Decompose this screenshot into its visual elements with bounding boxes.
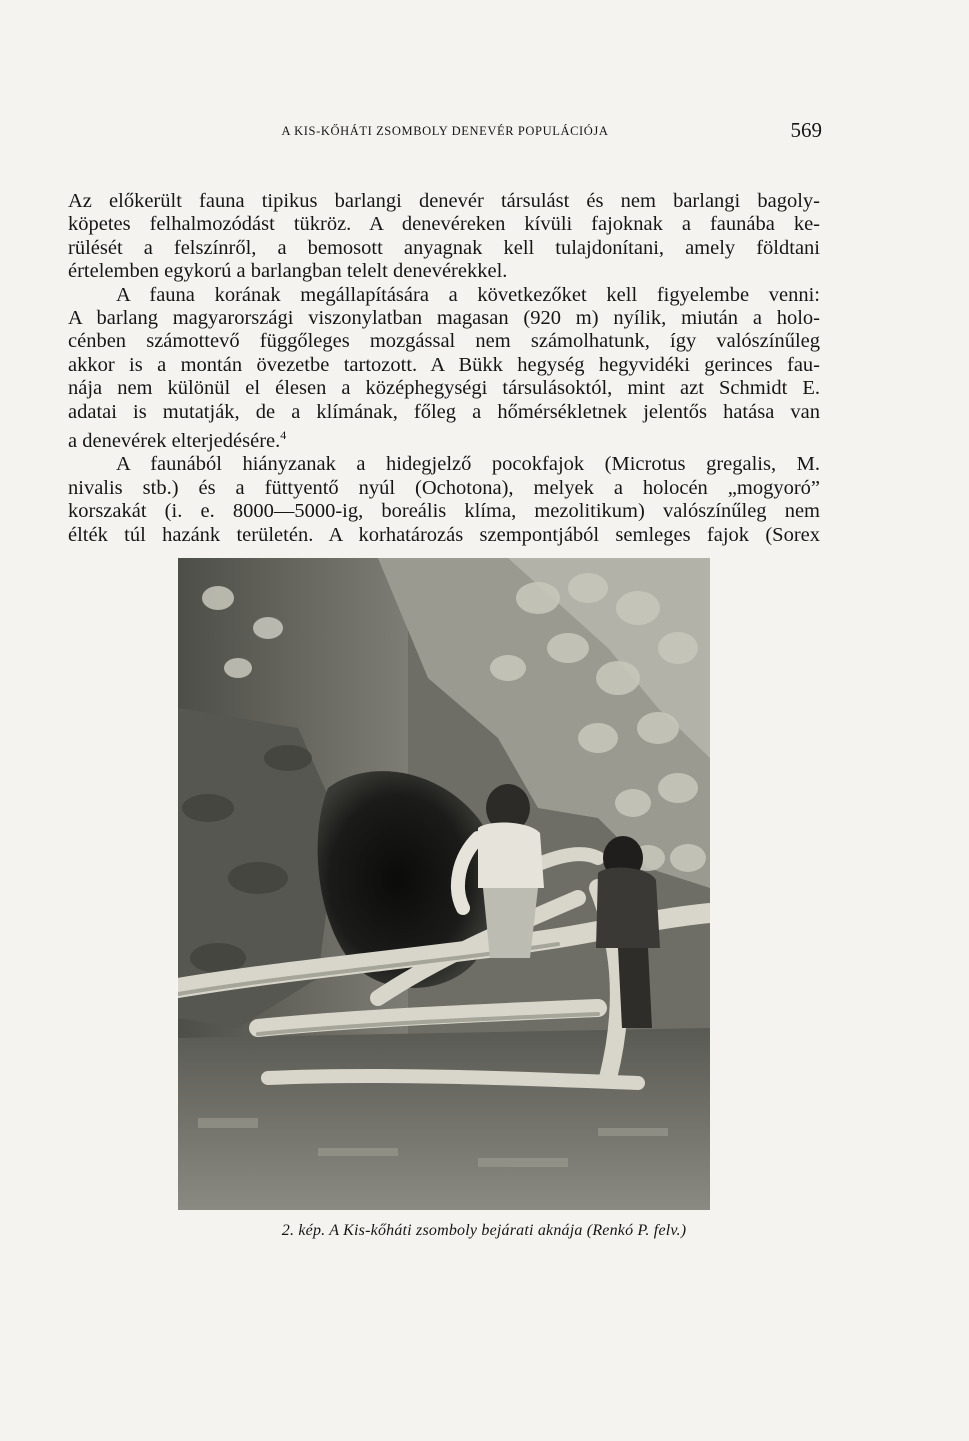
- page-number: 569: [790, 118, 822, 142]
- running-title: A KIS-KŐHÁTI ZSOMBOLY DENEVÉR POPULÁCIÓJA: [281, 124, 609, 138]
- text-line: élték túl hazánk területén. A korhatározás szempontjából semleges fajok (Sorex: [68, 523, 820, 546]
- text-line: köpetes felhalmozódást tükröz. A denevéreken kívüli fajoknak a faunába ke-: [68, 213, 820, 236]
- text-line: rülését a felszínről, a bemosott anyagnak kell tulajdonítani, amely földtani: [68, 236, 820, 259]
- text-line: Az előkerült fauna tipikus barlangi denevér társulást és nem barlangi bagoly-: [68, 190, 820, 212]
- text-line: korszakát (i. e. 8000—5000-ig, boreális klíma, mezolitikum) valószínűleg nem: [68, 500, 820, 523]
- text-line: értelemben egykorú a barlangban telelt denevérekkel.: [68, 260, 508, 283]
- cave-entrance-photo: [178, 558, 710, 1210]
- footnote-mark: 4: [280, 428, 287, 443]
- caption-text: A Kis-kőháti zsomboly bejárati aknája (Renkó P. felv.): [329, 1222, 687, 1239]
- figure-caption: [68, 1222, 900, 1240]
- body-text: [68, 190, 820, 547]
- text-line: A faunából hiányzanak a hidegjelző pocokfajok (Microtus gregalis, M.: [116, 453, 820, 476]
- text-line: adatai is mutatják, de a klímának, főleg a hőmérsékletnek jelentős hatása van: [68, 400, 820, 423]
- text-line: A barlang magyarországi viszonylatban magasan (920 m) nyílik, miután a holo-: [68, 307, 820, 330]
- text-line-content: a denevérek elterjedésére.: [68, 429, 281, 452]
- running-head: [68, 118, 822, 144]
- caption-number: 2. kép.: [281, 1222, 326, 1239]
- text-line: nivalis stb.) és a füttyentő nyúl (Ochotona), melyek a holocén „mogyoró”: [68, 476, 820, 499]
- text-line: nája nem különül el élesen a középhegységi társulásoktól, mint azt Schmidt E.: [68, 377, 820, 400]
- text-line: akkor is a montán övezetbe tartozott. A Bükk hegység hegyvidéki gerinces fau-: [68, 353, 820, 376]
- text-line: A fauna korának megállapítására a következőket kell figyelembe venni:: [116, 283, 820, 306]
- text-line-with-footnote: [68, 424, 820, 453]
- text-line: cénben számottevő függőleges mozgással nem számolhatunk, így valószínűleg: [68, 330, 820, 353]
